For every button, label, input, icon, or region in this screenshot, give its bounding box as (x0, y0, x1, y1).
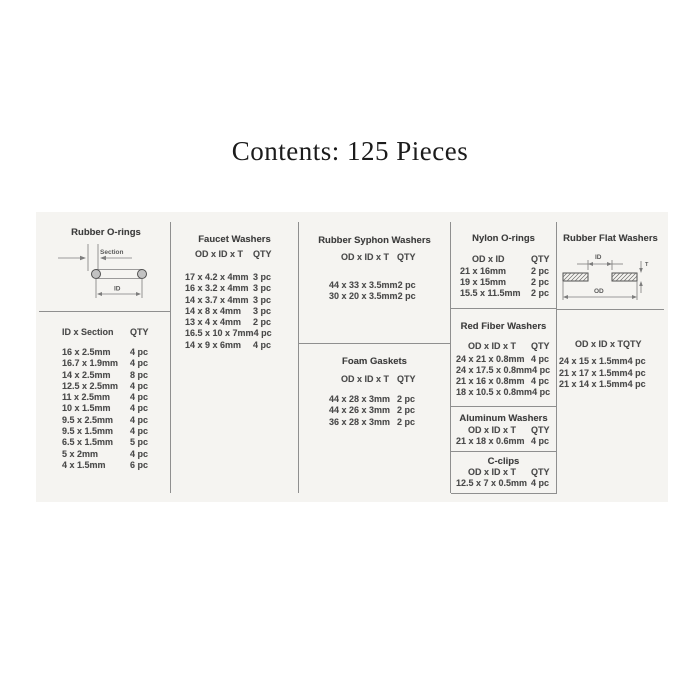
row-qty: 4 pc (531, 354, 550, 364)
table-row (171, 306, 298, 317)
row-qty: 3 pc (253, 305, 272, 316)
header-qty: QTY (531, 425, 550, 435)
row-qty: 4 pc (531, 478, 550, 488)
row-qty: 4 pc (531, 376, 550, 386)
row-qty: 2 pc (531, 277, 550, 287)
header-qty: QTY (130, 327, 149, 337)
od-dimension-label: OD (594, 288, 604, 295)
table-row (299, 394, 450, 405)
row-spec: 15.5 x 11.5mm (460, 288, 521, 298)
hatch-right (612, 273, 637, 281)
table-row (299, 280, 450, 291)
flat-washer-cross-section-diagram (559, 248, 661, 306)
section-title-red-fiber-washers: Red Fiber Washers (460, 321, 547, 332)
row-qty: 4 pc (130, 414, 149, 425)
row-spec: 14 x 9 x 6mm (185, 339, 242, 350)
row-qty: 4 pc (627, 379, 646, 389)
row-qty: 4 pc (532, 387, 551, 397)
table-row (171, 328, 298, 339)
row-qty: 3 pc (253, 283, 272, 294)
row-spec: 14 x 8 x 4mm (185, 305, 242, 316)
t-dimension-label: T (645, 262, 649, 268)
table-row (451, 436, 556, 447)
section-title-c-clips: C-clips (487, 456, 520, 467)
table-row (42, 460, 170, 471)
table-row (42, 370, 170, 381)
header-qty: QTY (531, 254, 550, 264)
table-row (42, 381, 170, 392)
table-header-nylon-orings (451, 254, 556, 264)
row-qty: 4 pc (253, 328, 272, 339)
row-spec: 10 x 1.5mm (62, 403, 111, 414)
row-spec: 44 x 26 x 3mm (329, 405, 391, 416)
header-spec: OD x ID (472, 254, 505, 264)
header-qty: QTY (531, 341, 550, 351)
header-spec: OD x ID x T (468, 341, 517, 351)
table-row (451, 277, 556, 288)
table-nylon-orings (451, 266, 556, 299)
table-row (171, 283, 298, 294)
row-qty: 3 pc (253, 272, 272, 282)
column-rubber-flat-washers (557, 222, 664, 493)
row-qty: 2 pc (531, 288, 550, 298)
table-rubber-orings (42, 347, 170, 471)
row-spec: 16.5 x 10 x 7mm (185, 328, 254, 339)
table-row (299, 291, 450, 302)
row-spec: 12.5 x 7 x 0.5mm (456, 478, 528, 488)
table-row (557, 379, 664, 391)
divider-line (451, 451, 556, 452)
row-spec: 14 x 2.5mm (62, 369, 111, 380)
row-spec: 4 x 1.5mm (62, 459, 106, 470)
table-row (42, 415, 170, 426)
table-row (299, 405, 450, 416)
row-qty: 4 pc (532, 365, 551, 375)
table-row (451, 376, 556, 387)
row-spec: 9.5 x 1.5mm (62, 426, 114, 437)
table-row (42, 392, 170, 403)
row-spec: 21 x 16 x 0.8mm (456, 376, 525, 386)
row-qty: 4 pc (130, 347, 149, 357)
table-row (171, 317, 298, 328)
row-spec: 16 x 3.2 x 4mm (185, 283, 249, 294)
row-qty: 4 pc (130, 426, 149, 437)
row-spec: 5 x 2mm (62, 448, 99, 459)
row-spec: 36 x 28 x 3mm (329, 416, 391, 427)
row-qty: 4 pc (130, 358, 149, 369)
id-dimension-label: ID (114, 285, 121, 293)
divider-line (451, 406, 556, 407)
row-qty: 2 pc (397, 280, 416, 290)
table-header-red-fiber-washers (451, 341, 556, 351)
header-qty: QTY (397, 374, 416, 384)
row-spec: 16.7 x 1.9mm (62, 358, 119, 369)
row-spec: 21 x 18 x 0.6mm (456, 436, 525, 446)
row-spec: 21 x 17 x 1.5mm (559, 367, 628, 378)
oring-section-circle-right (138, 270, 147, 279)
section-title-faucet-washers: Faucet Washers (198, 234, 271, 245)
header-qty: QTY (397, 252, 416, 262)
section-title-nylon-orings: Nylon O-rings (472, 233, 535, 244)
row-qty: 4 pc (130, 448, 149, 459)
oring-section-circle-left (92, 270, 101, 279)
row-qty: 2 pc (397, 394, 416, 404)
row-qty: 4 pc (130, 392, 149, 403)
table-red-fiber-washers (451, 354, 556, 398)
table-row (42, 437, 170, 448)
row-qty: 4 pc (130, 380, 149, 391)
table-row (451, 288, 556, 299)
row-spec: 14 x 3.7 x 4mm (185, 294, 249, 305)
row-qty: 3 pc (253, 294, 272, 305)
row-qty: 2 pc (253, 317, 272, 328)
row-spec: 18 x 10.5 x 0.8mm (456, 387, 533, 397)
column-nylon-fiber-aluminum-cclips (451, 222, 557, 494)
table-header-rubber-flat-washers (557, 339, 664, 349)
table-row (42, 358, 170, 369)
table-header-c-clips (451, 467, 556, 477)
row-spec: 21 x 16mm (460, 266, 507, 276)
divider-line (557, 309, 664, 310)
table-c-clips (451, 478, 556, 489)
header-spec: OD x ID x T (575, 339, 624, 349)
header-spec: OD x ID x T (195, 249, 244, 259)
id-dimension-label: ID (595, 254, 602, 261)
row-qty: 5 pc (130, 437, 149, 448)
section-dimension-label: Section (100, 249, 124, 256)
row-qty: 2 pc (531, 266, 550, 276)
row-spec: 9.5 x 2.5mm (62, 414, 114, 425)
row-qty: 8 pc (130, 369, 149, 380)
table-row (42, 347, 170, 358)
table-row (557, 356, 664, 368)
column-syphon-foam (299, 222, 451, 493)
row-spec: 6.5 x 1.5mm (62, 437, 114, 448)
row-qty: 4 pc (627, 367, 646, 378)
table-row (451, 354, 556, 365)
table-row (171, 295, 298, 306)
header-spec: OD x ID x T (341, 252, 390, 262)
header-qty: QTY (531, 467, 550, 477)
table-faucet-washers (171, 272, 298, 351)
row-qty: 6 pc (130, 459, 149, 470)
row-qty: 2 pc (397, 416, 416, 427)
row-spec: 30 x 20 x 3.5mm (329, 291, 398, 302)
row-spec: 44 x 33 x 3.5mm (329, 280, 398, 290)
section-title-rubber-orings: Rubber O-rings (71, 227, 141, 238)
table-header-aluminum-washers (451, 425, 556, 435)
row-spec: 11 x 2.5mm (62, 392, 111, 403)
table-row (42, 403, 170, 414)
section-title-foam-gaskets: Foam Gaskets (342, 356, 407, 367)
table-row (451, 478, 556, 489)
divider-line (299, 343, 450, 344)
table-row (42, 426, 170, 437)
row-qty: 4 pc (627, 356, 646, 366)
table-row (171, 272, 298, 283)
table-rubber-flat-washers (557, 356, 664, 391)
section-title-aluminum-washers: Aluminum Washers (459, 413, 548, 424)
table-foam-gaskets (299, 394, 450, 428)
row-spec: 17 x 4.2 x 4mm (185, 272, 249, 282)
row-qty: 2 pc (397, 291, 416, 302)
row-spec: 16 x 2.5mm (62, 347, 111, 357)
header-spec: OD x ID x T (341, 374, 390, 384)
hatch-left (563, 273, 588, 281)
row-qty: 4 pc (253, 339, 272, 350)
table-row (451, 266, 556, 277)
table-header-rubber-syphon-washers (299, 252, 450, 262)
column-rubber-orings (42, 222, 171, 493)
divider-line (451, 308, 556, 309)
row-spec: 24 x 17.5 x 0.8mm (456, 365, 533, 375)
row-qty: 4 pc (130, 403, 149, 414)
table-header-foam-gaskets (299, 374, 450, 384)
oring-cross-section-diagram (48, 242, 155, 304)
table-header-rubber-orings (42, 327, 170, 337)
header-spec: ID x Section (62, 327, 114, 337)
row-spec: 13 x 4 x 4mm (185, 317, 242, 328)
table-rubber-syphon-washers (299, 280, 450, 303)
row-qty: 2 pc (397, 405, 416, 416)
table-aluminum-washers (451, 436, 556, 447)
table-row (451, 365, 556, 376)
column-faucet-washers (171, 222, 299, 493)
header-qty: QTY (253, 249, 272, 259)
header-spec: OD x ID x T (468, 467, 517, 477)
table-row (171, 340, 298, 351)
row-spec: 21 x 14 x 1.5mm (559, 379, 628, 389)
header-qty: QTY (623, 339, 642, 349)
section-title-rubber-syphon-washers: Rubber Syphon Washers (318, 235, 431, 246)
table-row (299, 417, 450, 428)
row-spec: 44 x 28 x 3mm (329, 394, 391, 404)
row-spec: 24 x 21 x 0.8mm (456, 354, 525, 364)
table-row (42, 449, 170, 460)
row-qty: 4 pc (531, 436, 550, 446)
header-spec: OD x ID x T (468, 425, 517, 435)
page-title: Contents: 125 Pieces (231, 136, 469, 166)
row-spec: 24 x 15 x 1.5mm (559, 356, 628, 366)
section-title-rubber-flat-washers: Rubber Flat Washers (563, 233, 658, 244)
table-header-faucet-washers (171, 249, 298, 259)
table-row (557, 368, 664, 380)
table-row (451, 387, 556, 398)
divider-line (39, 311, 170, 312)
row-spec: 12.5 x 2.5mm (62, 380, 119, 391)
row-spec: 19 x 15mm (460, 277, 507, 287)
